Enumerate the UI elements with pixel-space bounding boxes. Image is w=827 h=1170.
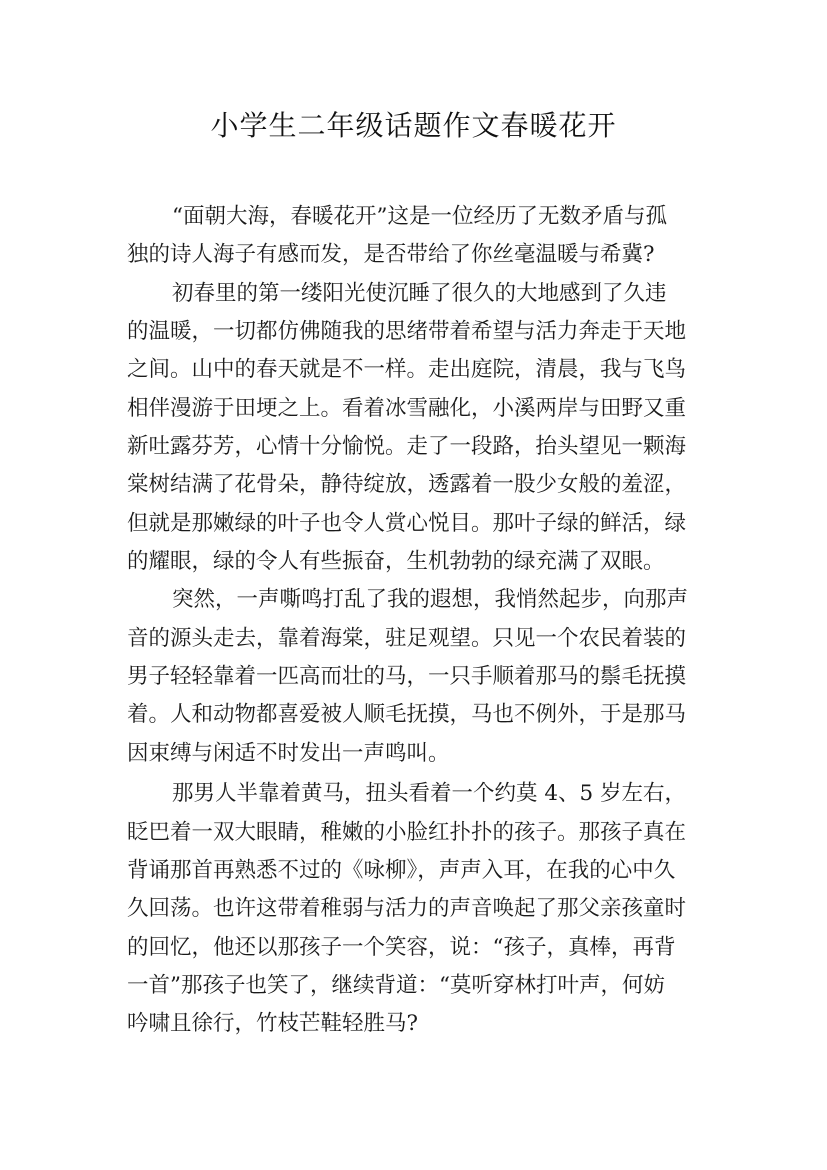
paragraph-3-line-5: 因束缚与闲适不时发出一声鸣叫。 [127, 740, 450, 766]
paragraph-2-line-6: 棠树结满了花骨朵，静待绽放，透露着一股少女般的羞涩， [127, 472, 687, 498]
paragraph-2-line-7: 但就是那嫩绿的叶子也令人赏心悦目。那叶子绿的鲜活，绿 [127, 510, 687, 536]
paragraph-2-line-5: 新吐露芬芳，心情十分愉悦。走了一段路，抬头望见一颗海 [127, 434, 687, 460]
paragraph-2-line-1: 初春里的第一缕阳光使沉睡了很久的大地感到了久违 [172, 280, 667, 306]
document-title: 小学生二年级话题作文春暖花开 [210, 109, 617, 142]
paragraph-1-line-1: “面朝大海，春暖花开”这是一位经历了无数矛盾与孤 [172, 204, 667, 229]
paragraph-2-line-4: 相伴漫游于田埂之上。看着冰雪融化，小溪两岸与田野又重 [127, 395, 687, 421]
paragraph-4-line-2: 眨巴着一双大眼睛，稚嫩的小脸红扑扑的孩子。那孩子真在 [127, 819, 687, 845]
paragraph-4-line-7: 吟啸且徐行，竹枝芒鞋轻胜马? [127, 1011, 419, 1037]
document-body [127, 198, 712, 1044]
paragraph-2-line-3: 之间。山中的春天就是不一样。走出庭院，清晨，我与飞鸟 [127, 357, 687, 383]
paragraph-1-line-2: 独的诗人海子有感而发，是否带给了你丝毫温暖与希冀? [127, 242, 655, 268]
paragraph-2-line-8: 的耀眼，绿的令人有些振奋，生机勃勃的绿充满了双眼。 [127, 549, 665, 575]
paragraph-4-line-1: 那男人半靠着黄马，扭头看着一个约莫 4、5 岁左右， [172, 781, 687, 807]
paragraph-3-line-4: 着。人和动物都喜爱被人顺毛抚摸，马也不例外，于是那马 [127, 702, 687, 728]
paragraph-4-line-5: 的回忆，他还以那孩子一个笑容，说：“孩子，真棒，再背 [127, 934, 676, 960]
paragraph-4-line-4: 久回荡。也许这带着稚弱与活力的声音唤起了那父亲孩童时 [127, 896, 687, 922]
paragraph-3-line-2: 音的源头走去，靠着海棠，驻足观望。只见一个农民着装的 [127, 625, 687, 651]
paragraph-4-line-3: 背诵那首再熟悉不过的《咏柳》，声声入耳，在我的心中久 [127, 857, 676, 883]
paragraph-4-line-6: 一首”那孩子也笑了，继续背道：“莫听穿林打叶声，何妨 [127, 972, 665, 998]
paragraph-3-line-3: 男子轻轻靠着一匹高而壮的马，一只手顺着那马的鬃毛抚摸 [127, 664, 687, 690]
paragraph-2-line-2: 的温暖，一切都仿佛随我的思绪带着希望与活力奔走于天地 [127, 319, 687, 345]
paragraph-3-line-1: 突然，一声嘶鸣打乱了我的遐想，我悄然起步，向那声 [172, 587, 689, 613]
